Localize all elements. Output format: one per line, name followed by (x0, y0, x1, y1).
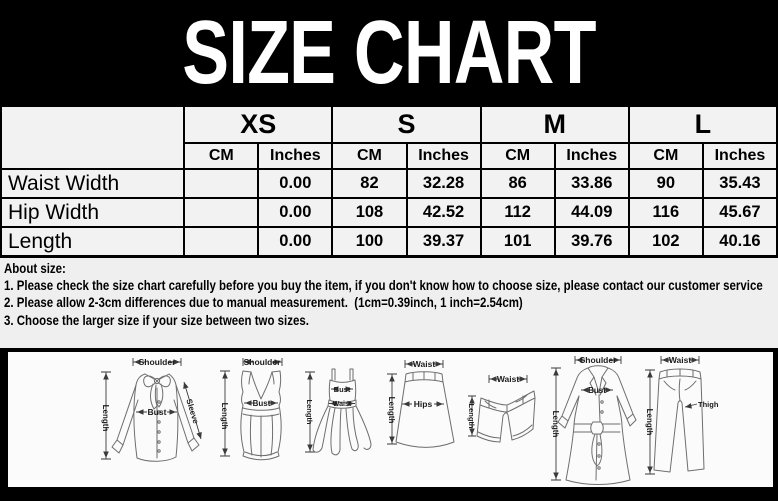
about-note-2: 2. Please allow 2-3cm differences due to manual measurement. (1cm=0.39inch, 1 inch=2.54cm) (4, 294, 523, 311)
about-note-1: 1. Please check the size chart carefully before you buy the item, if you don't know how to choose size, please contact our customer service (4, 277, 763, 294)
unit-header-cm: CM (332, 143, 406, 169)
page-title: SIZE CHART (182, 2, 596, 103)
blouse-length-label: Length (101, 404, 110, 432)
blouse-sleeve-label: Sleeve (184, 397, 201, 425)
coat-bust-label: Bust (588, 386, 606, 395)
table-row (1, 227, 777, 256)
value-cell: 86 (481, 169, 555, 198)
about-note-3: 3. Choose the larger size if your size between two sizes. (4, 311, 309, 328)
value-cell: 35.43 (703, 169, 777, 198)
shorts-diagram (467, 352, 547, 487)
value-cell: 0.00 (258, 198, 332, 227)
unit-header-inches: Inches (407, 143, 481, 169)
table-row (1, 169, 777, 198)
unit-header-inches: Inches (258, 143, 332, 169)
value-cell (184, 227, 258, 256)
value-cell: 82 (332, 169, 406, 198)
value-cell: 102 (629, 227, 703, 256)
skirt-hips-label: Hips (413, 399, 433, 409)
value-cell: 116 (629, 198, 703, 227)
value-cell (184, 198, 258, 227)
about-text (4, 260, 775, 329)
pants-length-label: Length (645, 408, 654, 436)
dress-diagram (301, 352, 381, 487)
unit-header-cm: CM (184, 143, 258, 169)
vest-shoulder-label: Shoulder (243, 357, 281, 367)
skirt-waist-label: Waist (412, 359, 436, 369)
value-cell: 32.28 (407, 169, 481, 198)
about-section (0, 258, 778, 348)
value-cell: 101 (481, 227, 555, 256)
table-corner-cell (1, 106, 184, 169)
blouse-bust-label: Bust (147, 407, 167, 417)
row-label: Waist Width (1, 169, 184, 198)
size-header-m: M (481, 106, 629, 143)
skirt-length-label: Length (387, 396, 396, 424)
unit-header-inches: Inches (555, 143, 629, 169)
vest-length-label: Length (220, 402, 229, 430)
title-band (0, 0, 778, 105)
pants-diagram (641, 352, 721, 487)
dress-waist-label: Waist (332, 401, 352, 408)
blouse-shoulder-label: Shoulder (138, 357, 176, 367)
vest-bust-label: Bust (252, 399, 271, 408)
value-cell: 0.00 (258, 227, 332, 256)
vest-diagram (215, 352, 301, 487)
measurement-diagrams-panel (8, 352, 773, 487)
row-label: Length (1, 227, 184, 256)
shorts-length-label: Length (467, 403, 476, 429)
coat-shoulder-label: Shoulder (579, 355, 617, 365)
size-header-l: L (629, 106, 777, 143)
value-cell: 0.00 (258, 169, 332, 198)
pants-thigh-label: Thigh (698, 400, 719, 409)
size-header-xs: XS (184, 106, 332, 143)
about-heading: About size: (4, 260, 66, 276)
pants-waist-label: Waist (668, 355, 692, 365)
value-cell: 45.67 (703, 198, 777, 227)
value-cell: 90 (629, 169, 703, 198)
unit-header-inches: Inches (703, 143, 777, 169)
shorts-waist-label: Waist (496, 374, 520, 384)
unit-header-cm: CM (629, 143, 703, 169)
row-label: Hip Width (1, 198, 184, 227)
unit-header-cm: CM (481, 143, 555, 169)
value-cell: 42.52 (407, 198, 481, 227)
coat-length-label: Length (551, 410, 560, 438)
dress-length-label: Length (305, 399, 314, 425)
blouse-diagram (93, 352, 215, 487)
coat-diagram (547, 352, 641, 487)
value-cell: 44.09 (555, 198, 629, 227)
size-table (0, 105, 778, 257)
value-cell: 40.16 (703, 227, 777, 256)
value-cell: 108 (332, 198, 406, 227)
size-header-s: S (332, 106, 480, 143)
value-cell: 39.37 (407, 227, 481, 256)
value-cell: 33.86 (555, 169, 629, 198)
size-header-row (1, 106, 777, 143)
skirt-diagram (381, 352, 467, 487)
value-cell: 100 (332, 227, 406, 256)
value-cell: 39.76 (555, 227, 629, 256)
value-cell (184, 169, 258, 198)
value-cell: 112 (481, 198, 555, 227)
table-row (1, 198, 777, 227)
dress-bust-label: Bust (333, 385, 351, 394)
